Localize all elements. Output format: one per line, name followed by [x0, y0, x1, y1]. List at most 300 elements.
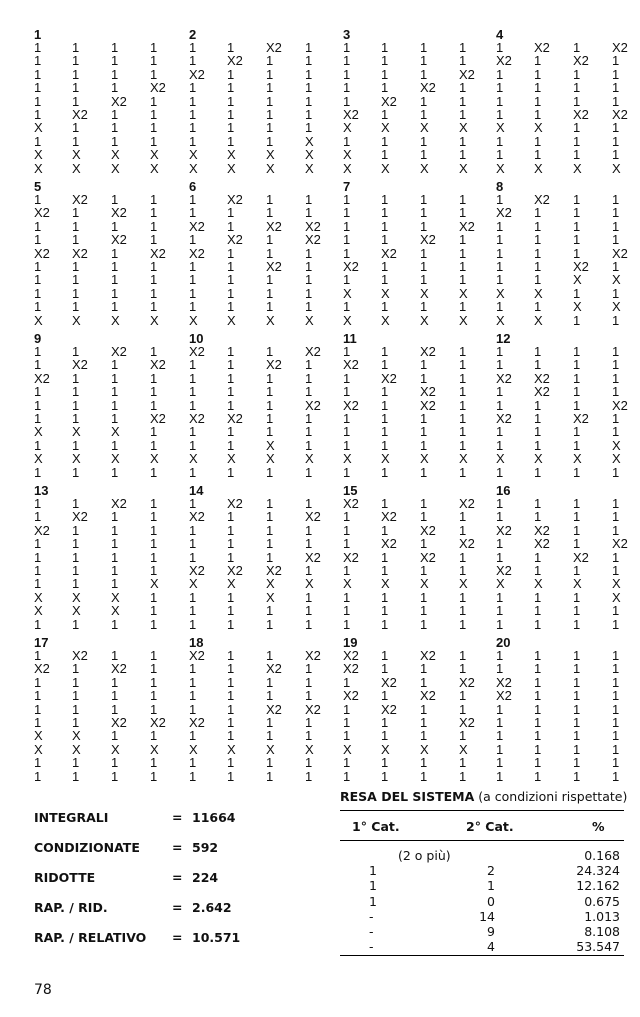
grid-cell: 1 — [189, 536, 197, 551]
grid-cell: 1 — [573, 357, 581, 372]
grid-cell: 1 — [496, 590, 504, 605]
grid-cell: X — [266, 742, 275, 757]
grid-cell: 1 — [573, 40, 581, 55]
grid-cell: 1 — [534, 246, 542, 261]
grid-cell: 1 — [534, 742, 542, 757]
grid-cell: 1 — [612, 742, 620, 757]
grid-cell: 1 — [381, 523, 389, 538]
stat-label: RIDOTTE — [34, 870, 96, 885]
grid-cell: 1 — [343, 590, 351, 605]
grid-cell: 1 — [343, 769, 351, 784]
grid-cell: 1 — [459, 384, 467, 399]
grid-cell: 1 — [227, 205, 235, 220]
grid-cell: 1 — [534, 496, 542, 511]
block-number: 20 — [496, 635, 511, 650]
grid-cell: 1 — [34, 107, 42, 122]
grid-cell: 1 — [496, 147, 504, 162]
grid-cell: 1 — [305, 603, 313, 618]
grid-cell: 1 — [305, 411, 313, 426]
grid-cell: 1 — [534, 205, 542, 220]
grid-cell: X2 — [72, 509, 88, 524]
grid-cell: 1 — [459, 550, 467, 565]
grid-cell: 1 — [573, 313, 581, 328]
grid-cell: 1 — [227, 120, 235, 135]
grid-cell: X2 — [496, 371, 512, 386]
grid-cell: 1 — [343, 755, 351, 770]
grid-cell: 1 — [420, 147, 428, 162]
grid-cell: 1 — [612, 715, 620, 730]
grid-cell: X — [612, 299, 621, 314]
grid-cell: 1 — [150, 120, 158, 135]
grid-cell: 1 — [305, 246, 313, 261]
grid-cell: 1 — [150, 523, 158, 538]
grid-cell: 1 — [496, 134, 504, 149]
grid-cell: X — [72, 313, 81, 328]
grid-cell: X2 — [420, 384, 436, 399]
grid-cell: 1 — [612, 344, 620, 359]
grid-cell: X2 — [496, 563, 512, 578]
grid-cell: 1 — [111, 80, 119, 95]
grid-cell: 1 — [227, 94, 235, 109]
grid-cell: X — [381, 313, 390, 328]
grid-cell: 1 — [573, 371, 581, 386]
stat-row-condizionate — [34, 840, 284, 860]
stat-equals: = — [172, 810, 183, 825]
stat-value: 11664 — [192, 810, 236, 825]
grid-cell: X2 — [305, 232, 321, 247]
resa-cell-cat2: 14 — [479, 909, 495, 924]
grid-cell: 1 — [189, 603, 197, 618]
grid-cell: X — [496, 313, 505, 328]
grid-cell: 1 — [266, 509, 274, 524]
grid-cell: X — [266, 147, 275, 162]
grid-cell: 1 — [573, 286, 581, 301]
grid-cell: 1 — [111, 728, 119, 743]
block-number: 7 — [343, 179, 351, 194]
grid-cell: 1 — [420, 702, 428, 717]
block-number: 3 — [343, 27, 351, 42]
grid-cell: 1 — [150, 661, 158, 676]
grid-cell: 1 — [34, 398, 42, 413]
grid-cell: 1 — [189, 702, 197, 717]
grid-cell: X2 — [612, 398, 628, 413]
grid-cell: 1 — [381, 53, 389, 68]
grid-cell: 1 — [111, 53, 119, 68]
grid-cell: X2 — [534, 192, 550, 207]
grid-cell: 1 — [381, 134, 389, 149]
grid-cell: 1 — [459, 648, 467, 663]
grid-cell: X — [459, 161, 468, 176]
grid-cell: 1 — [612, 465, 620, 480]
grid-cell: 1 — [381, 563, 389, 578]
grid-cell: X — [266, 576, 275, 591]
grid-cell: X — [573, 451, 582, 466]
grid-cell: 1 — [612, 728, 620, 743]
grid-cell: 1 — [343, 536, 351, 551]
resa-cell-cat2: 2 — [487, 863, 495, 878]
grid-cell: X2 — [459, 67, 475, 82]
grid-cell: 1 — [573, 523, 581, 538]
grid-cell: 1 — [573, 67, 581, 82]
grid-cell: X2 — [420, 344, 436, 359]
stat-row-ridotte — [34, 870, 284, 890]
grid-cell: 1 — [189, 134, 197, 149]
grid-cell: 1 — [459, 438, 467, 453]
grid-cell: X — [72, 161, 81, 176]
grid-cell: X2 — [612, 246, 628, 261]
grid-cell: X2 — [343, 688, 359, 703]
grid-cell: 1 — [573, 742, 581, 757]
grid-cell: 1 — [111, 259, 119, 274]
grid-cell: X — [227, 313, 236, 328]
stat-equals: = — [172, 900, 183, 915]
grid-cell: 1 — [420, 728, 428, 743]
grid-cell: X2 — [420, 523, 436, 538]
grid-cell: 1 — [305, 536, 313, 551]
grid-cell: 1 — [420, 769, 428, 784]
grid-cell: 1 — [534, 398, 542, 413]
grid-cell: 1 — [72, 702, 80, 717]
grid-cell: 1 — [381, 398, 389, 413]
grid-cell: 1 — [266, 398, 274, 413]
grid-cell: X2 — [227, 232, 243, 247]
block-number: 18 — [189, 635, 204, 650]
grid-cell: 1 — [34, 617, 42, 632]
grid-cell: 1 — [381, 496, 389, 511]
grid-cell: X — [343, 286, 352, 301]
grid-cell: 1 — [34, 769, 42, 784]
grid-cell: 1 — [227, 40, 235, 55]
grid-cell: 1 — [34, 465, 42, 480]
grid-cell: 1 — [111, 576, 119, 591]
grid-cell: X — [266, 590, 275, 605]
grid-cell: X — [150, 313, 159, 328]
grid-cell: X — [189, 742, 198, 757]
grid-cell: 1 — [150, 344, 158, 359]
grid-cell: 1 — [150, 53, 158, 68]
grid-cell: X — [381, 451, 390, 466]
resa-cell-pct: 0.168 — [584, 848, 620, 863]
grid-cell: 1 — [612, 603, 620, 618]
grid-cell: 1 — [343, 205, 351, 220]
grid-cell: 1 — [72, 411, 80, 426]
grid-cell: 1 — [420, 496, 428, 511]
grid-cell: 1 — [459, 80, 467, 95]
grid-cell: 1 — [420, 755, 428, 770]
grid-cell: 1 — [573, 219, 581, 234]
resa-title-rest: (a condizioni rispettate) — [474, 789, 628, 804]
resa-cell-pct: 0.675 — [584, 894, 620, 909]
grid-cell: X2 — [111, 661, 127, 676]
grid-cell: 1 — [343, 715, 351, 730]
stat-label: CONDIZIONATE — [34, 840, 140, 855]
grid-cell: 1 — [573, 675, 581, 690]
resa-title — [340, 789, 630, 804]
grid-cell: X — [266, 161, 275, 176]
stat-row-rap-rid — [34, 900, 284, 920]
grid-cell: 1 — [266, 769, 274, 784]
grid-cell: 1 — [534, 438, 542, 453]
grid-cell: 1 — [459, 688, 467, 703]
grid-cell: X — [72, 424, 81, 439]
grid-cell: 1 — [343, 53, 351, 68]
grid-cell: 1 — [72, 465, 80, 480]
grid-cell: 1 — [534, 728, 542, 743]
resa-cell-pct: 24.324 — [576, 863, 620, 878]
block-number: 19 — [343, 635, 358, 650]
grid-cell: 1 — [343, 192, 351, 207]
grid-cell: X2 — [459, 496, 475, 511]
grid-cell: X — [34, 590, 43, 605]
grid-cell: 1 — [72, 398, 80, 413]
grid-cell: X2 — [305, 344, 321, 359]
grid-cell: 1 — [496, 755, 504, 770]
grid-cell: X2 — [459, 715, 475, 730]
grid-cell: 1 — [266, 715, 274, 730]
grid-cell: 1 — [150, 496, 158, 511]
grid-cell: 1 — [227, 134, 235, 149]
grid-cell: 1 — [612, 661, 620, 676]
grid-cell: 1 — [305, 715, 313, 730]
grid-cell: 1 — [266, 120, 274, 135]
grid-cell: 1 — [612, 134, 620, 149]
grid-cell: 1 — [72, 134, 80, 149]
grid-cell: X — [381, 120, 390, 135]
grid-cell: 1 — [305, 67, 313, 82]
page-number: 78 — [34, 982, 52, 998]
grid-cell: 1 — [72, 550, 80, 565]
grid-cell: 1 — [496, 424, 504, 439]
grid-cell: 1 — [573, 688, 581, 703]
grid-cell: 1 — [343, 603, 351, 618]
grid-cell: X — [111, 603, 120, 618]
grid-cell: X — [496, 576, 505, 591]
stat-value: 2.642 — [192, 900, 232, 915]
grid-cell: 1 — [189, 272, 197, 287]
grid-cell: 1 — [420, 590, 428, 605]
grid-cell: 1 — [612, 147, 620, 162]
grid-cell: 1 — [573, 715, 581, 730]
grid-cell: X2 — [34, 246, 50, 261]
grid-cell: X2 — [534, 536, 550, 551]
grid-cell: 1 — [305, 590, 313, 605]
grid-cell: 1 — [72, 617, 80, 632]
grid-cell: 1 — [612, 357, 620, 372]
grid-cell: X — [459, 451, 468, 466]
grid-cell: 1 — [227, 67, 235, 82]
grid-cell: 1 — [111, 67, 119, 82]
grid-cell: 1 — [420, 40, 428, 55]
grid-cell: X2 — [111, 94, 127, 109]
grid-cell: X — [496, 120, 505, 135]
grid-cell: 1 — [305, 357, 313, 372]
stat-label: RAP. / RELATIVO — [34, 930, 147, 945]
grid-cell: 1 — [227, 384, 235, 399]
grid-cell: 1 — [111, 523, 119, 538]
grid-cell: 1 — [150, 438, 158, 453]
grid-cell: X — [420, 742, 429, 757]
grid-cell: 1 — [305, 80, 313, 95]
grid-cell: 1 — [343, 563, 351, 578]
grid-cell: X2 — [420, 550, 436, 565]
grid-cell: 1 — [266, 617, 274, 632]
grid-cell: 1 — [150, 603, 158, 618]
grid-cell: 1 — [534, 590, 542, 605]
grid-cell: 1 — [459, 344, 467, 359]
grid-cell: 1 — [496, 192, 504, 207]
grid-cell: 1 — [150, 272, 158, 287]
grid-cell: 1 — [227, 661, 235, 676]
grid-cell: 1 — [496, 384, 504, 399]
grid-cell: X — [72, 451, 81, 466]
grid-cell: 1 — [534, 411, 542, 426]
grid-cell: X2 — [343, 357, 359, 372]
grid-cell: X — [612, 576, 621, 591]
grid-cell: X — [612, 451, 621, 466]
grid-cell: 1 — [266, 688, 274, 703]
grid-cell: 1 — [459, 590, 467, 605]
grid-cell: 1 — [381, 648, 389, 663]
grid-cell: X — [381, 742, 390, 757]
grid-cell: 1 — [227, 617, 235, 632]
grid-cell: X — [111, 451, 120, 466]
grid-cell: 1 — [496, 438, 504, 453]
grid-cell: 1 — [573, 424, 581, 439]
grid-cell: 1 — [420, 107, 428, 122]
grid-cell: 1 — [534, 675, 542, 690]
grid-cell: 1 — [459, 563, 467, 578]
grid-cell: 1 — [111, 40, 119, 55]
grid-cell: 1 — [343, 344, 351, 359]
grid-cell: 1 — [381, 603, 389, 618]
grid-cell: 1 — [420, 675, 428, 690]
grid-cell: 1 — [459, 107, 467, 122]
grid-cell: 1 — [305, 107, 313, 122]
grid-cell: 1 — [189, 80, 197, 95]
grid-cell: 1 — [343, 232, 351, 247]
grid-cell: 1 — [305, 205, 313, 220]
grid-cell: 1 — [150, 688, 158, 703]
grid-cell: 1 — [496, 550, 504, 565]
grid-cell: X — [612, 438, 621, 453]
grid-cell: 1 — [612, 94, 620, 109]
grid-cell: 1 — [227, 603, 235, 618]
grid-cell: X2 — [381, 536, 397, 551]
grid-cell: X — [459, 313, 468, 328]
grid-cell: 1 — [111, 550, 119, 565]
grid-cell: 1 — [496, 496, 504, 511]
grid-cell: 1 — [34, 411, 42, 426]
grid-cell: 1 — [266, 523, 274, 538]
grid-cell: 1 — [150, 536, 158, 551]
grid-cell: 1 — [305, 617, 313, 632]
grid-cell: 1 — [534, 563, 542, 578]
grid-cell: 1 — [343, 438, 351, 453]
grid-cell: X2 — [305, 509, 321, 524]
grid-cell: 1 — [227, 675, 235, 690]
grid-cell: X2 — [612, 107, 628, 122]
grid-cell: 1 — [343, 424, 351, 439]
grid-cell: 1 — [227, 509, 235, 524]
grid-cell: X — [150, 576, 159, 591]
grid-cell: X2 — [305, 550, 321, 565]
grid-cell: 1 — [189, 384, 197, 399]
grid-cell: 1 — [305, 675, 313, 690]
grid-cell: 1 — [420, 438, 428, 453]
grid-cell: 1 — [150, 424, 158, 439]
grid-cell: 1 — [305, 120, 313, 135]
block-number: 5 — [34, 179, 42, 194]
grid-cell: 1 — [381, 550, 389, 565]
grid-cell: 1 — [72, 272, 80, 287]
grid-cell: X — [420, 161, 429, 176]
grid-cell: 1 — [111, 286, 119, 301]
grid-cell: 1 — [150, 40, 158, 55]
grid-cell: 1 — [496, 465, 504, 480]
resa-cell-cat1: 1 — [369, 863, 377, 878]
resa-cell-cat1: - — [369, 909, 374, 924]
grid-cell: 1 — [612, 384, 620, 399]
grid-cell: 1 — [150, 398, 158, 413]
grid-cell: 1 — [420, 259, 428, 274]
grid-cell: 1 — [573, 465, 581, 480]
grid-cell: X2 — [496, 688, 512, 703]
grid-cell: 1 — [227, 299, 235, 314]
grid-cell: 1 — [534, 617, 542, 632]
grid-cell: 1 — [534, 344, 542, 359]
grid-cell: 1 — [72, 688, 80, 703]
grid-cell: 1 — [612, 192, 620, 207]
grid-cell: 1 — [111, 617, 119, 632]
grid-cell: 1 — [573, 661, 581, 676]
grid-cell: X — [34, 424, 43, 439]
grid-cell: 1 — [381, 715, 389, 730]
grid-cell: 1 — [72, 120, 80, 135]
grid-cell: 1 — [534, 424, 542, 439]
grid-cell: 1 — [343, 509, 351, 524]
grid-cell: 1 — [266, 675, 274, 690]
grid-cell: 1 — [573, 384, 581, 399]
grid-cell: 1 — [266, 299, 274, 314]
grid-cell: 1 — [534, 702, 542, 717]
grid-cell: X — [227, 161, 236, 176]
grid-cell: 1 — [459, 134, 467, 149]
grid-cell: 1 — [266, 536, 274, 551]
grid-cell: 1 — [612, 219, 620, 234]
grid-cell: 1 — [34, 496, 42, 511]
grid-cell: 1 — [496, 94, 504, 109]
grid-cell: 1 — [612, 563, 620, 578]
grid-cell: X2 — [111, 232, 127, 247]
grid-cell: X — [305, 313, 314, 328]
stat-value: 10.571 — [192, 930, 241, 945]
resa-cell-cat1: 1 — [369, 878, 377, 893]
grid-cell: 1 — [111, 465, 119, 480]
grid-cell: 1 — [72, 299, 80, 314]
grid-cell: 1 — [72, 661, 80, 676]
grid-cell: 1 — [420, 219, 428, 234]
grid-cell: X — [534, 576, 543, 591]
grid-cell: 1 — [227, 246, 235, 261]
grid-cell: X — [34, 313, 43, 328]
grid-cell: 1 — [227, 550, 235, 565]
grid-cell: X — [111, 424, 120, 439]
stat-label: INTEGRALI — [34, 810, 109, 825]
grid-cell: X2 — [459, 675, 475, 690]
grid-cell: X2 — [343, 398, 359, 413]
grid-cell: 1 — [72, 576, 80, 591]
grid-cell: X — [72, 728, 81, 743]
